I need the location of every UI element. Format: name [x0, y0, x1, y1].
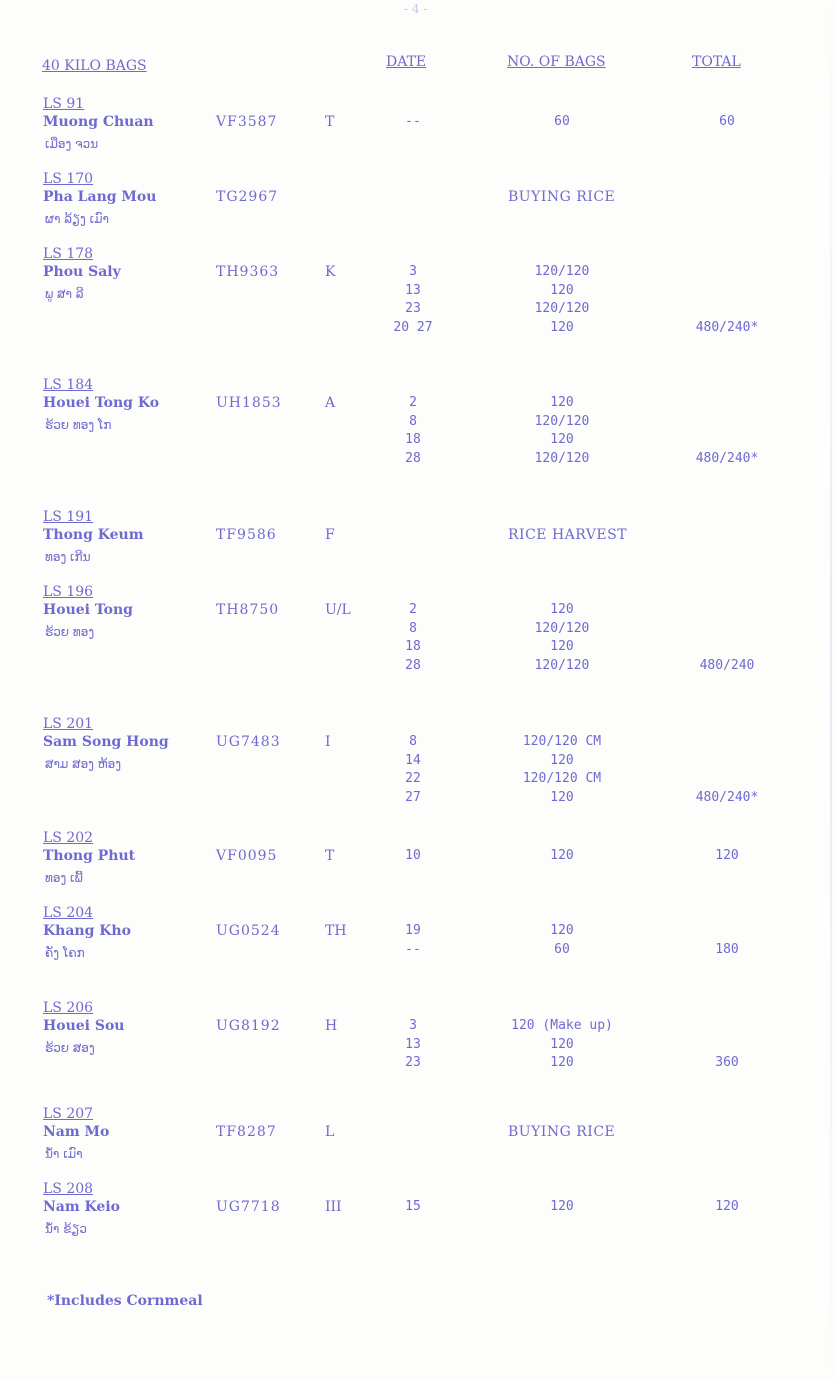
entry-date: 27 [405, 789, 421, 805]
entry-date: 13 [405, 282, 421, 298]
entry-bag-count: 120/120 [534, 450, 590, 466]
entry-date: 3 [409, 1018, 417, 1033]
entry-bag-count: 120 [550, 319, 574, 335]
page-edge-shadow [830, 0, 832, 1380]
entry-name: Phou Saly [43, 264, 121, 280]
entry-date: 19 [405, 923, 421, 938]
entry-date: 8 [409, 620, 417, 636]
entry-total: 60 [719, 114, 735, 129]
entry-lao-name: ເມືອງ ຈວນ [45, 137, 99, 151]
entry-bag-count: 120/120 [534, 620, 590, 636]
entry-type: F [325, 527, 335, 543]
entry-status: BUYING RICE [508, 1124, 616, 1140]
entry-bag-count: 120/120 CM [522, 734, 602, 749]
entry-grid-code: TH8750 [216, 602, 280, 618]
entry-date: 2 [409, 602, 417, 617]
header-bags: 40 KILO BAGS [42, 58, 147, 74]
entry-type: L [325, 1124, 335, 1140]
entry-date: 10 [405, 848, 421, 863]
entry-ls-code: LS 206 [43, 1000, 94, 1016]
entry-bag-count: 120 [550, 1036, 574, 1052]
entry-type: A [325, 395, 336, 411]
entry-ls-code: LS 208 [43, 1181, 94, 1197]
entry-name: Sam Song Hong [43, 734, 169, 750]
entry-bag-count: 120 [550, 789, 574, 805]
entry-grid-code: UG7483 [216, 734, 281, 750]
entry-name: Nam Mo [43, 1124, 110, 1140]
entry-total: 120 [715, 1199, 739, 1214]
entry-name: Khang Kho [43, 923, 131, 939]
entry-total: 480/240* [695, 789, 759, 805]
entry-total: 360 [715, 1055, 739, 1071]
entry-bag-count: 120 [550, 848, 574, 863]
entry-bag-count: 120 (Make up) [511, 1018, 613, 1033]
entry-grid-code: TH9363 [216, 264, 280, 280]
entry-ls-code: LS 178 [43, 246, 94, 262]
entry-date: 28 [405, 450, 421, 466]
entry-name: Thong Phut [43, 848, 136, 864]
entry-total: 480/240* [695, 450, 759, 466]
entry-total: 480/240* [695, 319, 759, 335]
entry-bag-count: 120/120 [534, 413, 590, 429]
entry-grid-code: VF0095 [216, 848, 278, 864]
entry-lao-name: ຮ້ວຍ ທອງ [45, 625, 95, 639]
entry-name: Houei Sou [43, 1018, 125, 1034]
entry-grid-code: TF9586 [216, 527, 277, 543]
entry-bag-count: 60 [554, 941, 570, 957]
entry-date: 18 [405, 432, 421, 448]
entry-lao-name: ຄັງ ໂຄກ [45, 946, 85, 960]
header-num-bags: NO. OF BAGS [507, 54, 606, 70]
entry-total: 480/240 [699, 657, 755, 673]
entry-grid-code: UG0524 [216, 923, 281, 939]
entry-lao-name: ນ້ຳ ເມົາ [45, 1147, 83, 1161]
entry-date: -- [405, 114, 421, 129]
entry-bag-count: 120/120 [534, 301, 590, 317]
entry-date: -- [405, 941, 421, 957]
entry-lao-name: ຜາ ລ້ຽງ ເມົາ [45, 212, 109, 226]
entry-type: T [325, 848, 335, 864]
entry-total: 120 [715, 848, 739, 863]
entry-grid-code: UG8192 [216, 1018, 281, 1034]
entry-date: 8 [409, 734, 417, 749]
entry-bag-count: 120 [550, 639, 574, 655]
entry-grid-code: UH1853 [216, 395, 282, 411]
entry-bag-count: 120 [550, 923, 574, 938]
entry-name: Houei Tong Ko [43, 395, 160, 411]
entry-lao-name: ພູ ສາ ລີ [45, 287, 84, 301]
entry-date: 23 [405, 301, 421, 317]
entry-type: TH [325, 923, 347, 939]
entry-ls-code: LS 191 [43, 509, 94, 525]
entry-type: III [325, 1199, 342, 1215]
entry-bag-count: 60 [554, 114, 570, 129]
entry-lao-name: ທອງ ເກີນ [45, 550, 91, 564]
entry-bag-count: 120 [550, 395, 574, 410]
entry-date: 2 [409, 395, 417, 410]
entry-type: H [325, 1018, 338, 1034]
entry-grid-code: TG2967 [216, 189, 279, 205]
entry-bag-count: 120 [550, 432, 574, 448]
entry-bag-count: 120 [550, 602, 574, 617]
entry-date: 28 [405, 657, 421, 673]
entry-bag-count: 120/120 [534, 657, 590, 673]
entry-status: RICE HARVEST [508, 527, 628, 543]
entry-name: Pha Lang Mou [43, 189, 157, 205]
entry-name: Muong Chuan [43, 114, 154, 130]
entry-ls-code: LS 196 [43, 584, 94, 600]
entry-type: U/L [325, 602, 351, 618]
entry-grid-code: TF8287 [216, 1124, 277, 1140]
entry-name: Houei Tong [43, 602, 133, 618]
header-total: TOTAL [692, 54, 741, 70]
entry-date: 14 [405, 752, 421, 768]
entry-grid-code: UG7718 [216, 1199, 281, 1215]
entry-bag-count: 120 [550, 752, 574, 768]
entry-date: 18 [405, 639, 421, 655]
page-number: - 4 - [404, 2, 428, 16]
entry-date: 15 [405, 1199, 421, 1214]
entry-ls-code: LS 201 [43, 716, 94, 732]
entry-bag-count: 120/120 [534, 264, 590, 279]
entry-grid-code: VF3587 [216, 114, 278, 130]
entry-ls-code: LS 170 [43, 171, 94, 187]
entry-type: K [325, 264, 336, 280]
footnote: *Includes Cornmeal [47, 1293, 203, 1309]
entry-date: 23 [405, 1055, 421, 1071]
entry-bag-count: 120/120 CM [522, 771, 602, 787]
entry-lao-name: ນ້ຳ ຂ້ຽວ [45, 1222, 87, 1236]
entry-date: 3 [409, 264, 417, 279]
entry-type: I [325, 734, 331, 750]
entry-date: 22 [405, 771, 421, 787]
entry-date: 20 27 [393, 319, 433, 335]
entry-bag-count: 120 [550, 1199, 574, 1214]
entry-lao-name: ຮ້ວຍ ສອງ [45, 1041, 95, 1055]
entry-bag-count: 120 [550, 1055, 574, 1071]
entry-lao-name: ທອງ ເພີ້ [45, 871, 83, 885]
entry-ls-code: LS 207 [43, 1106, 94, 1122]
entry-lao-name: ສາມ ສອງ ຫ້ອງ [45, 757, 121, 771]
entry-type: T [325, 114, 335, 130]
entry-ls-code: LS 204 [43, 905, 94, 921]
entry-status: BUYING RICE [508, 189, 616, 205]
entry-ls-code: LS 184 [43, 377, 94, 393]
entry-total: 180 [715, 941, 739, 957]
header-date: DATE [386, 54, 427, 70]
entry-date: 13 [405, 1036, 421, 1052]
entry-bag-count: 120 [550, 282, 574, 298]
entry-name: Nam Keio [43, 1199, 120, 1215]
entry-lao-name: ຮ້ວຍ ທອງ ໂກ [45, 418, 112, 432]
entry-ls-code: LS 202 [43, 830, 94, 846]
entry-ls-code: LS 91 [43, 96, 85, 112]
entry-name: Thong Keum [43, 527, 144, 543]
entry-date: 8 [409, 413, 417, 429]
